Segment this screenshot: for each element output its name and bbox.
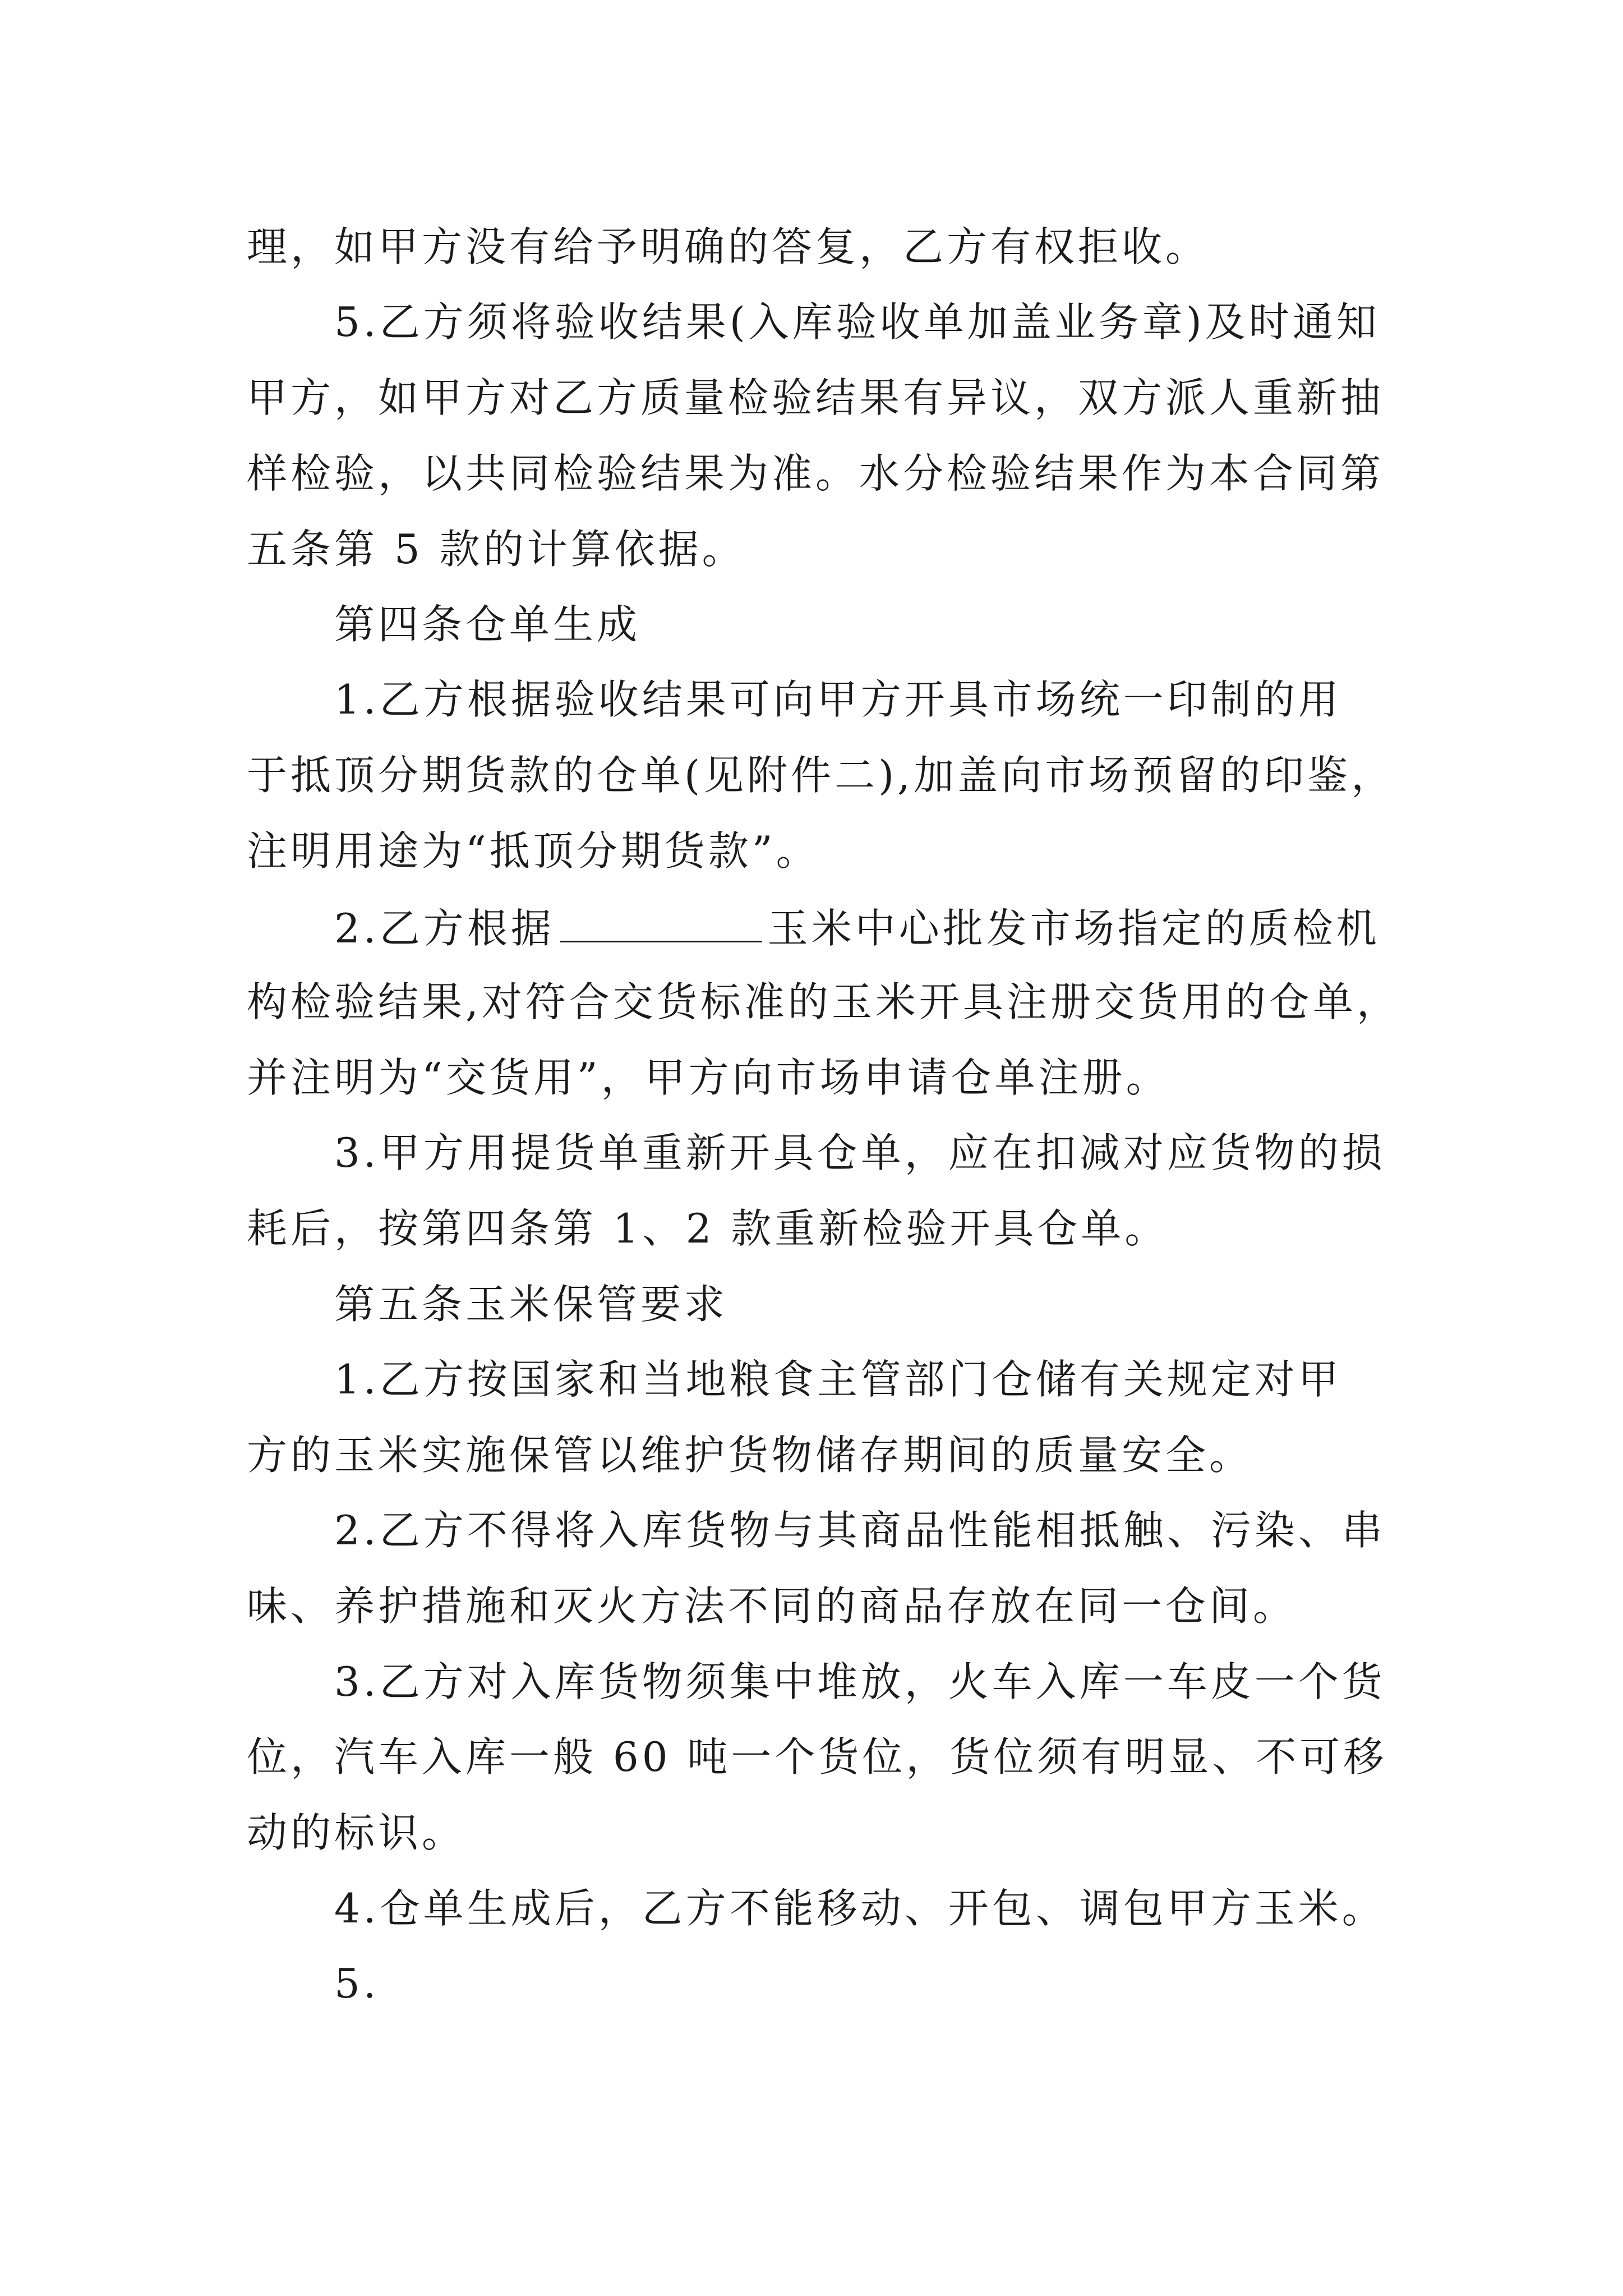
text-line: 4.仓单生成后，乙方不能移动、开包、调包甲方玉米。 bbox=[334, 1885, 1386, 1932]
text-segment: 玉米中心批发市场指定的质检机 bbox=[767, 905, 1380, 952]
text-segment: 2.乙方根据 bbox=[334, 905, 555, 952]
text-line: 1.乙方根据验收结果可向甲方开具市场统一印制的用 bbox=[334, 676, 1342, 723]
text-line: 样检验，以共同检验结果为准。水分检验结果作为本合同第 bbox=[247, 450, 1385, 497]
text-line: 注明用途为“抵顶分期货款”。 bbox=[247, 827, 820, 875]
text-line: 动的标识。 bbox=[247, 1809, 466, 1856]
text-line: 1.乙方按国家和当地粮食主管部门仓储有关规定对甲 bbox=[334, 1356, 1342, 1403]
section-heading: 第五条玉米保管要求 bbox=[334, 1281, 728, 1328]
text-line: 3.甲方用提货单重新开具仓单，应在扣减对应货物的损 bbox=[334, 1129, 1386, 1176]
text-line: 构检验结果,对符合交货标准的玉米开具注册交货用的仓单， bbox=[247, 978, 1400, 1025]
text-line: 位，汽车入库一般 60 吨一个货位，货位须有明显、不可移 bbox=[247, 1733, 1387, 1780]
text-line: 并注明为“交货用”，甲方向市场申请仓单注册。 bbox=[247, 1054, 1170, 1101]
text-line: 理，如甲方没有给予明确的答复，乙方有权拒收。 bbox=[247, 223, 1210, 270]
text-line: 五条第 5 款的计算依据。 bbox=[247, 526, 746, 573]
text-line: 3.乙方对入库货物须集中堆放，火车入库一车皮一个货 bbox=[334, 1658, 1386, 1705]
text-line: 甲方，如甲方对乙方质量检验结果有异议，双方派人重新抽 bbox=[247, 374, 1385, 421]
text-line-with-blank bbox=[334, 905, 1380, 952]
text-line: 5.乙方须将验收结果(入库验收单加盖业务章)及时通知 bbox=[334, 298, 1380, 346]
text-line: 味、养护措施和灭火方法不同的商品存放在同一仓间。 bbox=[247, 1582, 1297, 1630]
text-line: 5. bbox=[334, 1960, 380, 2007]
text-line: 2.乙方不得将入库货物与其商品性能相抵触、污染、串 bbox=[334, 1507, 1386, 1554]
section-heading: 第四条仓单生成 bbox=[334, 601, 641, 648]
text-line: 于抵顶分期货款的仓单(见附件二),加盖向市场预留的印鉴， bbox=[247, 752, 1395, 799]
text-line: 方的玉米实施保管以维护货物储存期间的质量安全。 bbox=[247, 1432, 1253, 1479]
text-line: 耗后，按第四条第 1、2 款重新检验开具仓单。 bbox=[247, 1205, 1169, 1252]
fill-in-blank bbox=[560, 906, 762, 942]
